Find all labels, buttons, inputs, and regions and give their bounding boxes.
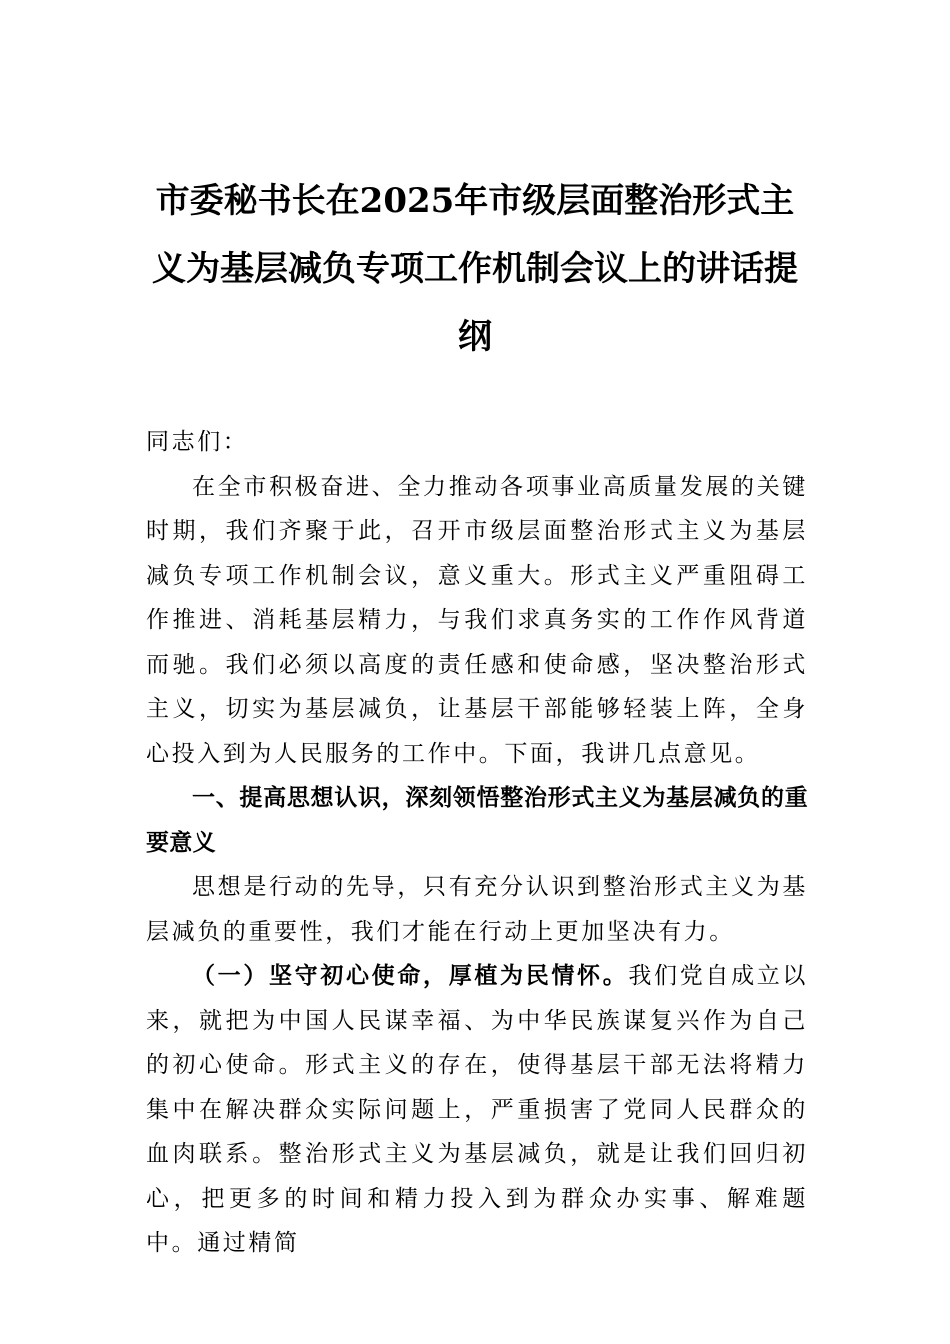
subsection-lead: （一）坚守初心使命，厚植为民情怀。: [192, 963, 629, 989]
salutation: 同志们：: [146, 429, 249, 455]
section-intro-paragraph: 思想是行动的先导，只有充分认识到整治形式主义为基层减负的重要性，我们才能在行动上更加坚决有力。: [146, 874, 808, 945]
document-title: 市委秘书长在2025年市级层面整治形式主义为基层减负专项工作机制会议上的讲话提纲: [152, 181, 798, 357]
section-heading: 一、提高思想认识，深刻领悟整治形式主义为基层减负的重要意义: [146, 785, 808, 856]
intro-paragraph: 在全市积极奋进、全力推动各项事业高质量发展的关键时期，我们齐聚于此，召开市级层面整治形式主义为基层减负专项工作机制会议，意义重大。形式主义严重阻碍工作推进、消耗基层精力，与我们求真务实的工作作风背道而驰。我们必须以高度的责任感和使命感，坚决整治形式主义，切实为基层减负，让基层干部能够轻装上阵，全身心投入到为人民服务的工作中。下面，我讲几点意见。: [146, 473, 808, 767]
subsection-paragraph: [146, 954, 808, 1266]
subsection-body: 我们党自成立以来，就把为中国人民谋幸福、为中华民族谋复兴作为自己的初心使命。形式主义的存在，使得基层干部无法将精力集中在解决群众实际问题上，严重损害了党同人民群众的血肉联系。整治形式主义为基层减负，就是让我们回归初心，把更多的时间和精力投入到为群众办实事、解难题中。通过精简: [146, 963, 809, 1256]
document-body: [146, 420, 808, 1266]
